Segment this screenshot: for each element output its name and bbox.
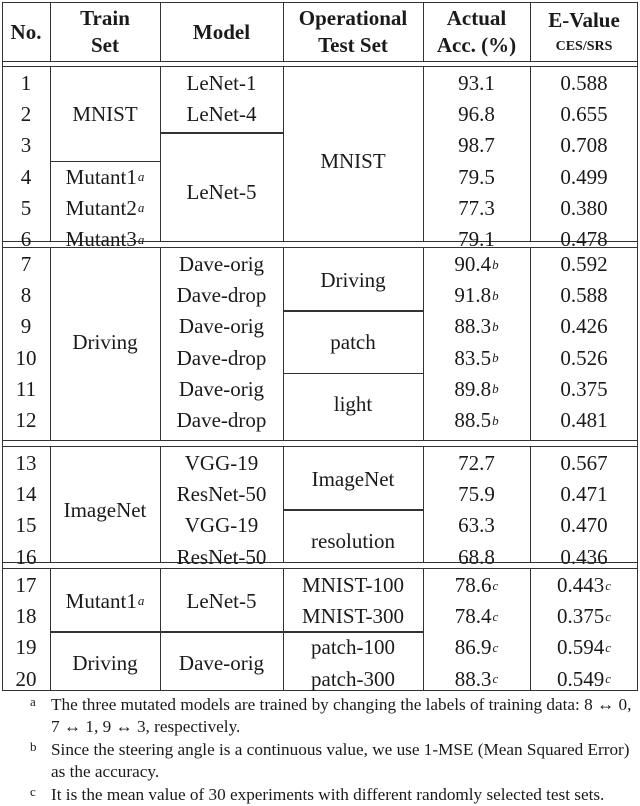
- evalue-value: 0.549 c: [556, 666, 612, 691]
- top-rule: [2, 2, 638, 3]
- row-number: 15: [15, 513, 37, 538]
- accuracy-value: 88.5 b: [454, 408, 499, 433]
- test-set-name: ImageNet: [311, 466, 395, 491]
- column-rule: [283, 2, 284, 61]
- double-rule: [2, 440, 638, 441]
- model-name: LeNet-4: [186, 102, 257, 127]
- accuracy-value: 63.3: [458, 513, 495, 538]
- accuracy-value: 83.5 b: [454, 345, 499, 370]
- accuracy-value: 72.7: [458, 451, 495, 476]
- evalue-value: 0.443 c: [556, 573, 612, 598]
- evalue-value: 0.655: [560, 102, 608, 127]
- row-number: 2: [20, 102, 32, 127]
- test-set-name: resolution: [311, 529, 395, 554]
- footnote-b: b Since the steering angle is a continuous value, we use 1-MSE (Mean Squared Error) as the accuracy.: [30, 738, 630, 782]
- evalue-value: 0.375: [560, 376, 608, 401]
- evalue-value: 0.526: [560, 345, 608, 370]
- train-set-mutant: Mutant3 a: [65, 227, 145, 252]
- test-set-name: patch-100: [311, 635, 395, 660]
- accuracy-value: 90.4 b: [454, 252, 499, 277]
- evalue-value: 0.592: [560, 252, 608, 277]
- header-model: Model: [192, 19, 251, 44]
- train-set-name: Driving: [72, 651, 138, 676]
- row-number: 18: [15, 604, 37, 629]
- header-evalue: E-Value CES/SRS: [548, 8, 620, 54]
- train-set-driving: Driving: [72, 330, 138, 355]
- evalue-value: 0.470: [560, 513, 608, 538]
- row-number: 10: [15, 345, 37, 370]
- evalue-value: 0.481: [560, 408, 608, 433]
- row-number: 4: [20, 164, 32, 189]
- evalue-value: 0.588: [560, 71, 608, 96]
- row-number: 9: [20, 314, 32, 339]
- accuracy-value: 78.6 c: [454, 573, 499, 598]
- accuracy-value: 79.5: [458, 164, 495, 189]
- row-number: 14: [15, 482, 37, 507]
- evalue-value: 0.471: [560, 482, 608, 507]
- model-name: Dave-orig: [178, 252, 265, 277]
- train-set-mutant: Mutant2 a: [65, 195, 145, 220]
- train-set-imagenet: ImageNet: [63, 497, 147, 522]
- row-number: 5: [20, 195, 32, 220]
- row-number: 1: [20, 71, 32, 96]
- model-name: LeNet-5: [186, 588, 257, 613]
- model-name: Dave-orig: [178, 314, 265, 339]
- model-name: Dave-drop: [176, 408, 267, 433]
- header-test-set: Operational Test Set: [298, 6, 408, 57]
- model-name: LeNet-5: [186, 180, 257, 205]
- row-number: 7: [20, 252, 32, 277]
- cell-rule: [283, 310, 423, 311]
- row-number: 16: [15, 544, 37, 569]
- accuracy-value: 93.1: [458, 71, 495, 96]
- model-name: Dave-orig: [178, 651, 265, 676]
- evalue-value: 0.426: [560, 314, 608, 339]
- accuracy-value: 96.8: [458, 102, 495, 127]
- row-number: 6: [20, 227, 32, 252]
- row-number: 20: [15, 666, 37, 691]
- test-set-name: MNIST-300: [302, 604, 404, 629]
- model-name: Dave-drop: [176, 345, 267, 370]
- train-set-name: Mutant1 a: [65, 588, 145, 613]
- column-rule: [530, 2, 531, 61]
- evalue-value: 0.499: [560, 164, 608, 189]
- model-name: Dave-orig: [178, 376, 265, 401]
- evalue-value: 0.375 c: [556, 604, 612, 629]
- footnote-a: a The three mutated models are trained by changing the labels of training data: 8 ↔ 0, 7 ↔ 1, 9 ↔ 3, respectively.: [30, 694, 632, 737]
- row-number: 17: [15, 573, 37, 598]
- accuracy-value: 79.1: [458, 227, 495, 252]
- accuracy-value: 88.3 c: [454, 666, 499, 691]
- test-set-name: Driving: [320, 267, 386, 292]
- evalue-value: 0.708: [560, 133, 608, 158]
- accuracy-value: 77.3: [458, 195, 495, 220]
- header-no: No.: [10, 19, 42, 44]
- cell-rule: [283, 373, 423, 374]
- evalue-value: 0.478: [560, 227, 608, 252]
- evalue-value: 0.594 c: [556, 635, 612, 660]
- evalue-value: 0.567: [560, 451, 608, 476]
- accuracy-value: 86.9 c: [454, 635, 499, 660]
- model-name: VGG-19: [184, 513, 259, 538]
- row-number: 3: [20, 133, 32, 158]
- cell-rule: [283, 509, 423, 510]
- train-set-mnist: MNIST: [72, 102, 138, 127]
- column-rule: [50, 2, 51, 61]
- test-set-name: MNIST-100: [302, 573, 404, 598]
- test-set-name: light: [333, 392, 373, 417]
- model-name: ResNet-50: [176, 482, 267, 507]
- test-set-name: MNIST: [320, 149, 386, 174]
- model-name: LeNet-1: [186, 71, 257, 96]
- row-number: 19: [15, 635, 37, 660]
- accuracy-value: 68.8: [458, 544, 495, 569]
- column-rule: [160, 2, 161, 61]
- row-number: 13: [15, 451, 37, 476]
- test-set-name: patch-300: [311, 666, 395, 691]
- accuracy-value: 91.8 b: [454, 283, 499, 308]
- test-set-name: patch: [330, 330, 376, 355]
- double-rule: [2, 61, 638, 62]
- evalue-value: 0.380: [560, 195, 608, 220]
- footnote-c: c It is the mean value of 30 experiments with different randomly selected test sets.: [30, 783, 605, 804]
- accuracy-value: 78.4 c: [454, 604, 499, 629]
- row-number: 11: [15, 376, 37, 401]
- row-number: 8: [20, 283, 32, 308]
- accuracy-value: 89.8 b: [454, 376, 499, 401]
- accuracy-value: 98.7: [458, 133, 495, 158]
- model-name: ResNet-50: [176, 544, 267, 569]
- model-name: VGG-19: [184, 451, 259, 476]
- footnotes: [30, 694, 640, 806]
- train-set-mutant: Mutant1 a: [65, 164, 145, 189]
- column-rule: [423, 2, 424, 61]
- accuracy-value: 88.3 b: [454, 314, 499, 339]
- header-accuracy: Actual Acc. (%): [436, 6, 517, 57]
- row-number: 12: [15, 408, 37, 433]
- model-name: Dave-drop: [176, 283, 267, 308]
- accuracy-value: 75.9: [458, 482, 495, 507]
- evalue-value: 0.436: [560, 544, 608, 569]
- header-train-set: Train Set: [80, 6, 130, 57]
- evalue-value: 0.588: [560, 283, 608, 308]
